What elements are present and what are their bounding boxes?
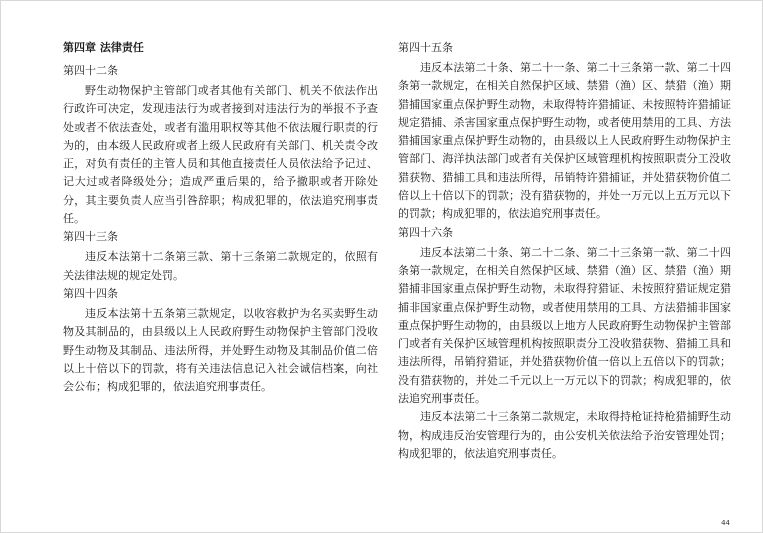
article-title: 第四十六条: [398, 225, 453, 239]
article-46: [398, 224, 731, 464]
article-paragraph: 违反本法第二十条、第二十二条、第二十三条第一款、第二十四条第一款规定，在相关自然保护区域、禁猎（渔）区、禁猎（渔）期猎捕非国家重点保护野生动物，未取得狩猎证、未按照狩猎证规定猎捕非国家重点保护野生动物，或者使用禁用的工具、方法猎捕非国家重点保护野生动物的，由县级以上地方人民政府野生动物保护主管部门或者有关保护区域管理机构按照职责分工没收猎获物、猎捕工具和违法所得，吊销狩猎证，并处猎获物价值一倍以上五倍以下的罚款；没有猎获物的，并处二千元以上一万元以下的罚款；构成犯罪的，依法追究刑事责任。: [398, 245, 731, 406]
article-title: 第四十五条: [398, 41, 453, 54]
article-paragraph: 违反本法第十五条第三款规定，以收容救护为名买卖野生动物及其制品的，由县级以上人民政府野生动物保护主管部门没收野生动物及其制品、违法所得，并处野生动物及其制品价值二倍以上十倍以下的罚款，将有关违法信息记入社会诚信档案，向社会公布；构成犯罪的，依法追究刑事责任。: [63, 306, 378, 394]
article-title: 第四十四条: [63, 286, 118, 300]
article-45: [398, 39, 731, 224]
article-44: [63, 285, 378, 396]
article-43: [63, 228, 378, 285]
right-column: [398, 39, 731, 463]
article-title: 第四十二条: [63, 64, 118, 77]
article-paragraph: 违反本法第十二条第三款、第十三条第二款规定的，依照有关法律法规的规定处罚。: [63, 250, 378, 282]
left-column: [63, 39, 378, 396]
chapter-heading: 第四章 法律责任: [63, 41, 144, 54]
article-paragraph: 违反本法第二十条、第二十一条、第二十三条第一款、第二十四条第一款规定，在相关自然保护区域、禁猎（渔）区、禁猎（渔）期猎捕国家重点保护野生动物，未取得特许猎捕证、未按照特许猎捕证规定猎捕、杀害国家重点保护野生动物，或者使用禁用的工具、方法猎捕国家重点保护野生动物的，由县级以上人民政府野生动物保护主管部门、海洋执法部门或者有关保护区域管理机构按照职责分工没收猎获物、猎捕工具和违法所得，吊销特许猎捕证，并处猎获物价值二倍以上十倍以下的罚款；没有猎获物的，并处一万元以上五万元以下的罚款；构成犯罪的，依法追究刑事责任。: [398, 61, 731, 221]
article-42: [63, 62, 378, 228]
article-paragraph: 野生动物保护主管部门或者其他有关部门、机关不依法作出行政许可决定，发现违法行为或者接到对违法行为的举报不予查处或者不依法查处，或者有滥用职权等其他不依法履行职责的行为的，由本级人民政府或者上级人民政府有关部门、机关责令改正，对负有责任的主管人员和其他直接责任人员依法给予记过、记大过或者降级处分；造成严重后果的，给予撤职或者开除处分，其主要负责人应当引咎辞职；构成犯罪的，依法追究刑事责任。: [63, 84, 378, 226]
article-paragraph: 违反本法第二十三条第二款规定，未取得持枪证持枪猎捕野生动物，构成违反治安管理行为的，由公安机关依法给予治安管理处罚；构成犯罪的，依法追究刑事责任。: [398, 410, 731, 460]
page-number: 44: [721, 519, 730, 527]
article-title: 第四十三条: [63, 230, 118, 244]
